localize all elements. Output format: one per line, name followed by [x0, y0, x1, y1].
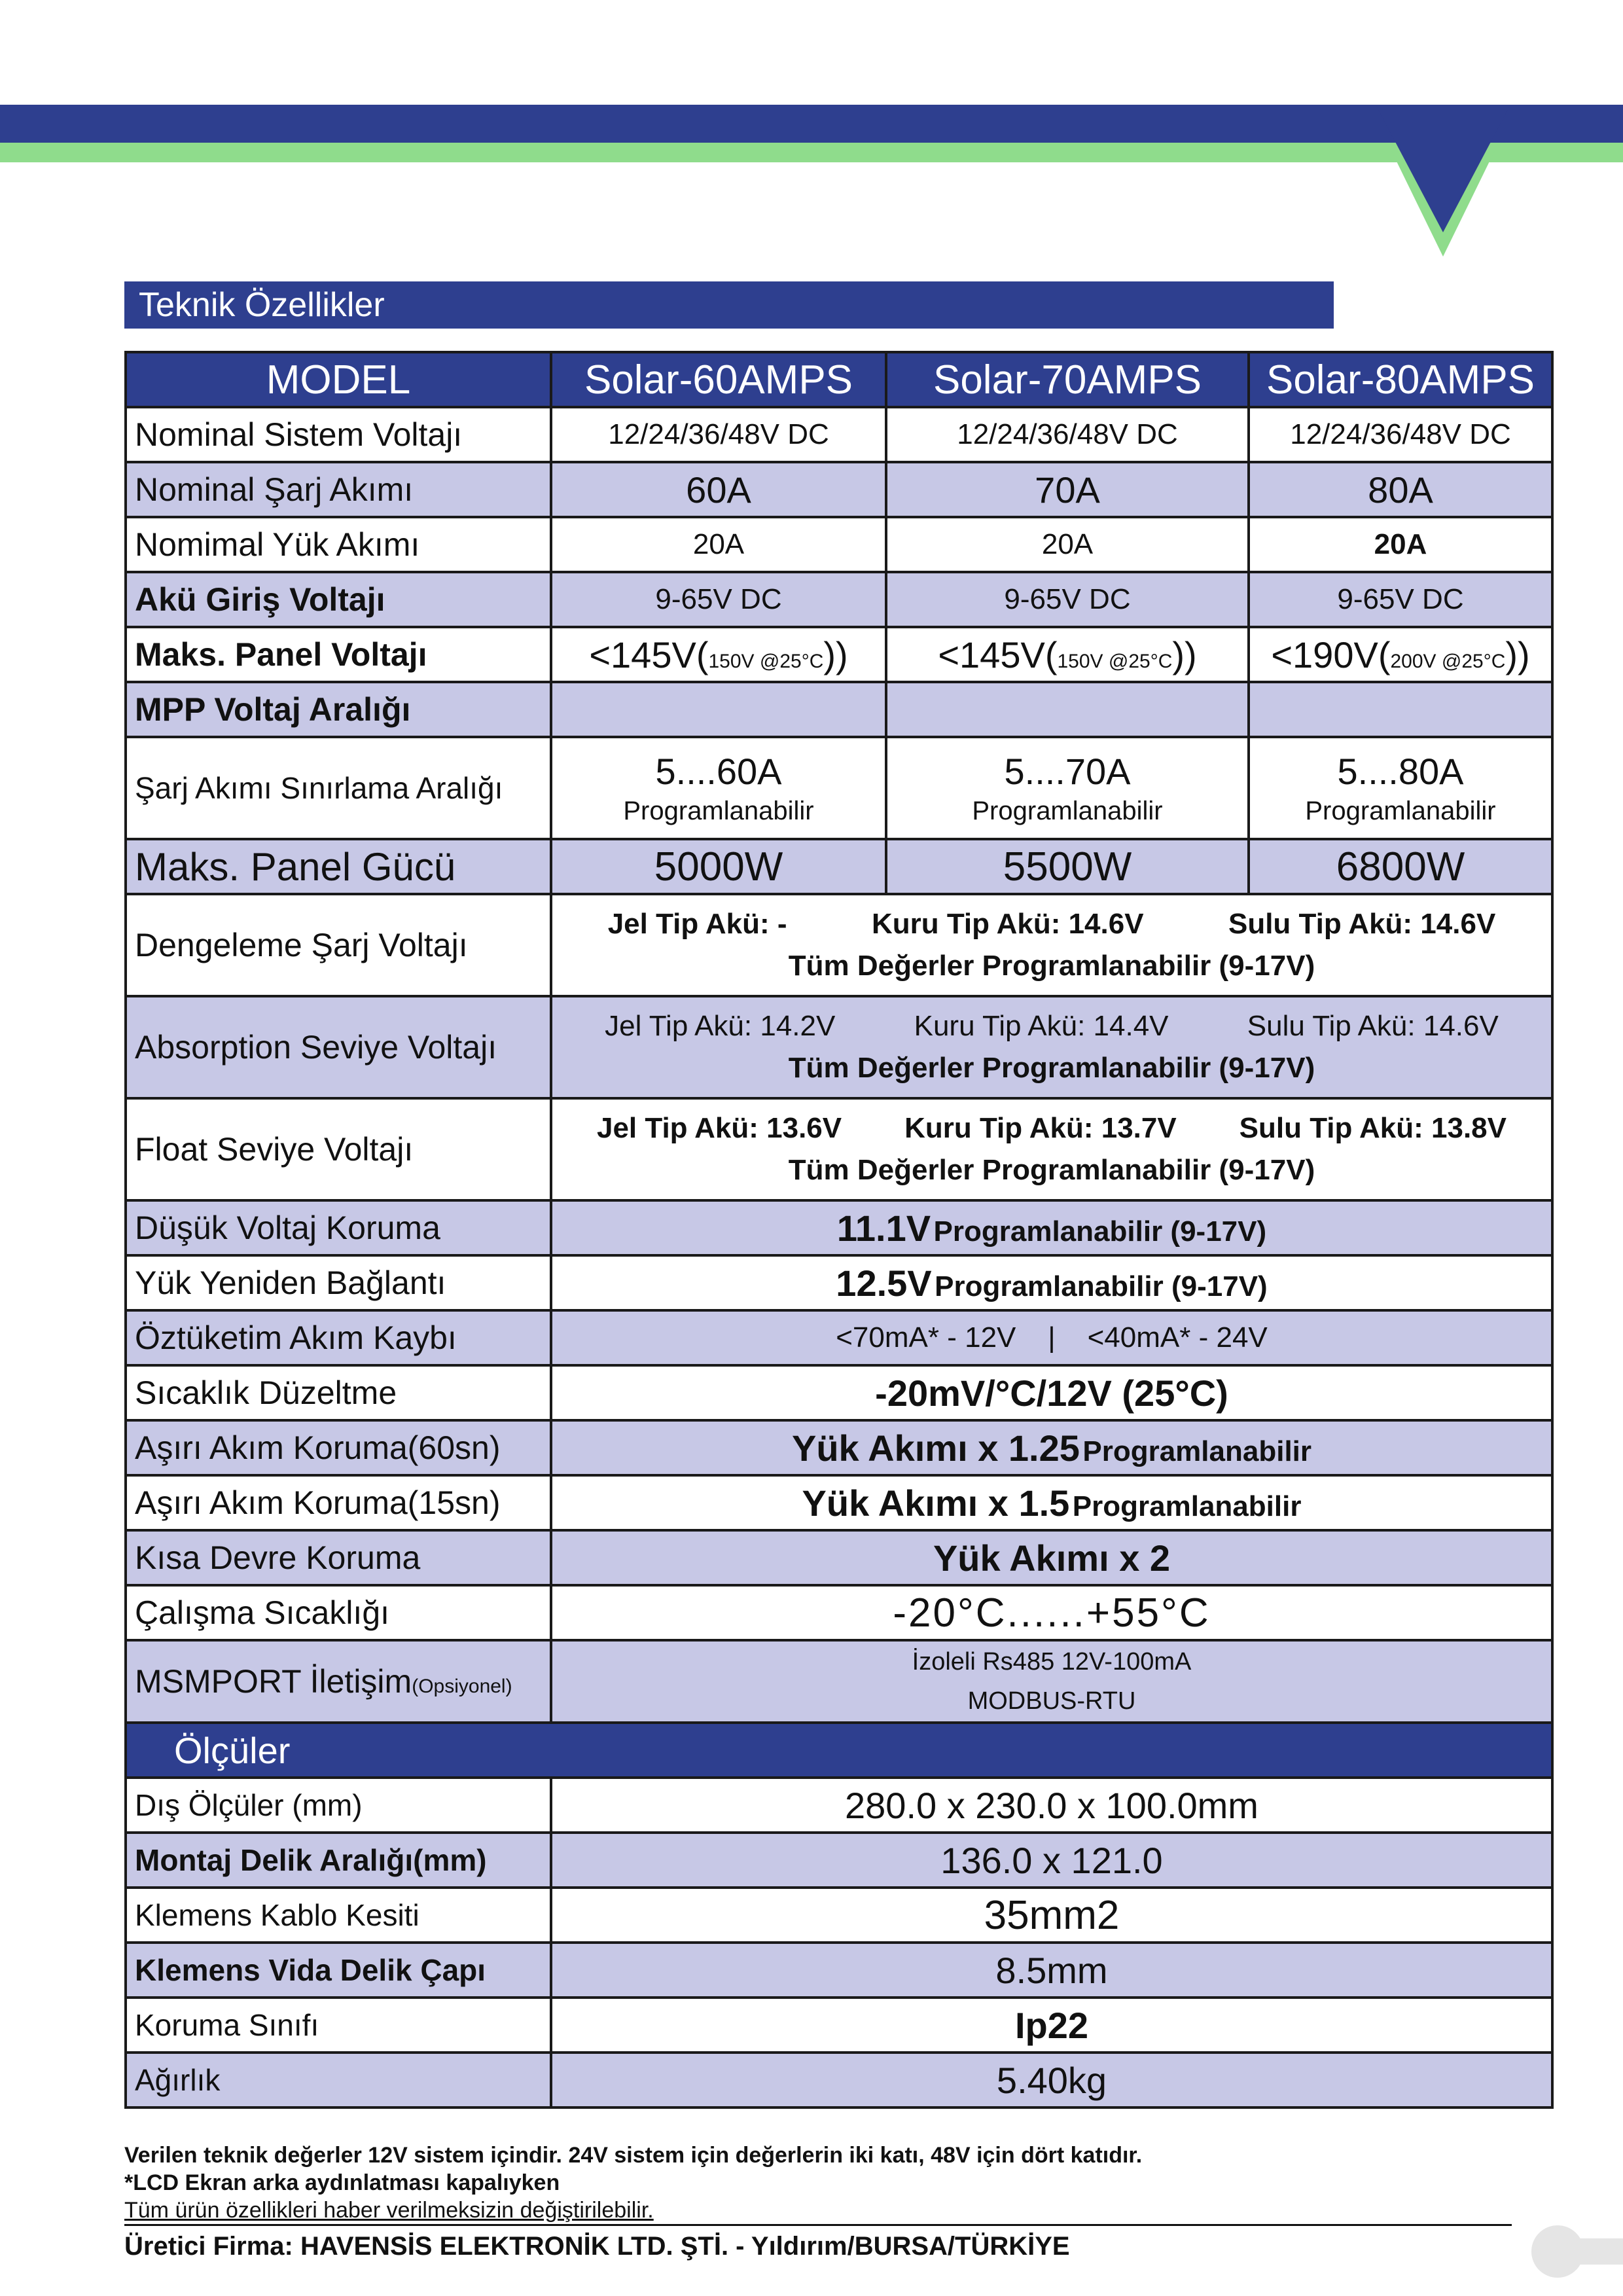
cell-value: 9-65V DC [551, 572, 886, 627]
row-label: Dış Ölçüler (mm) [126, 1778, 551, 1833]
cell-value: Yük Akımı x 2 [551, 1530, 1552, 1585]
manufacturer-line: Üretici Firma: HAVENSİS ELEKTRONİK LTD. ŞTİ. - Yıldırım/BURSA/TÜRKİYE [124, 2232, 1070, 2261]
cell-value: <70mA* - 12V | <40mA* - 24V [551, 1310, 1552, 1365]
cell-value: 12/24/36/48V DC [1249, 407, 1552, 462]
table-row [126, 517, 1552, 572]
row-label: Akü Giriş Voltajı [126, 572, 551, 627]
table-row [126, 1420, 1552, 1475]
table-row [126, 682, 1552, 737]
cell-value: İzoleli Rs485 12V-100mA MODBUS-RTU [551, 1640, 1552, 1723]
row-label: Koruma Sınıfı [126, 1998, 551, 2053]
table-row [126, 1098, 1552, 1200]
row-label: Nomimal Yük Akımı [126, 517, 551, 572]
table-row [126, 1833, 1552, 1888]
table-row [126, 1778, 1552, 1833]
table-row [126, 1365, 1552, 1420]
table-row [126, 462, 1552, 517]
model-70-header: Solar-70AMPS [886, 352, 1249, 407]
row-label: Dengeleme Şarj Voltajı [126, 894, 551, 996]
table-row [126, 1255, 1552, 1310]
row-label: Absorption Seviye Voltajı [126, 996, 551, 1098]
row-label: Aşırı Akım Koruma(60sn) [126, 1420, 551, 1475]
cell-value: 8.5mm [551, 1943, 1552, 1998]
table-row [126, 407, 1552, 462]
row-label: Ağırlık [126, 2053, 551, 2108]
table-row [126, 627, 1552, 682]
cell-value: Yük Akımı x 1.25 Programlanabilir [551, 1420, 1552, 1475]
cell-value: Jel Tip Akü: - Kuru Tip Akü: 14.6V Sulu Tip Akü: 14.6V Tüm Değerler Programlanabilir (9-17V) [551, 894, 1552, 996]
cell-value: Yük Akımı x 1.5 Programlanabilir [551, 1475, 1552, 1530]
cell-value: 60A [551, 462, 886, 517]
table-row [126, 839, 1552, 894]
cell-value: <145V(150V @25°C)) [551, 627, 886, 682]
cell-value: 5....70A Programlanabilir [886, 737, 1249, 839]
cell-value: -20mV/°C/12V (25°C) [551, 1365, 1552, 1420]
row-label: Düşük Voltaj Koruma [126, 1200, 551, 1255]
cell-value: 9-65V DC [886, 572, 1249, 627]
table-row [126, 1530, 1552, 1585]
row-label: Öztüketim Akım Kaybı [126, 1310, 551, 1365]
cell-value: 12/24/36/48V DC [886, 407, 1249, 462]
row-label: MPP Voltaj Aralığı [126, 682, 551, 737]
footnotes [124, 2142, 1142, 2224]
table-header-row [126, 352, 1552, 407]
row-label: Sıcaklık Düzeltme [126, 1365, 551, 1420]
cell-value: 70A [886, 462, 1249, 517]
cell-value: 5000W [551, 839, 886, 894]
cell-value [886, 682, 1249, 737]
olculer-header-row [126, 1723, 1552, 1778]
footnote: *LCD Ekran arka aydınlatması kapalıyken [124, 2170, 560, 2195]
table-row [126, 1200, 1552, 1255]
table-row [126, 894, 1552, 996]
cell-value: 35mm2 [551, 1888, 1552, 1943]
table-row [126, 1943, 1552, 1998]
table-row [126, 996, 1552, 1098]
cell-value: <190V(200V @25°C)) [1249, 627, 1552, 682]
header-chevron-icon [1374, 98, 1512, 262]
spec-table [124, 351, 1554, 2109]
model-header: MODEL [126, 352, 551, 407]
cell-value: 280.0 x 230.0 x 100.0mm [551, 1778, 1552, 1833]
cell-value: Jel Tip Akü: 13.6V Kuru Tip Akü: 13.7V Sulu Tip Akü: 13.8V Tüm Değerler Programlanabilir (9-17V) [551, 1098, 1552, 1200]
table-row [126, 1888, 1552, 1943]
table-row [126, 1310, 1552, 1365]
cell-value: Jel Tip Akü: 14.2V Kuru Tip Akü: 14.4V Sulu Tip Akü: 14.6V Tüm Değerler Programlanabilir (9-17V) [551, 996, 1552, 1098]
table-row [126, 1640, 1552, 1723]
row-label: Maks. Panel Gücü [126, 839, 551, 894]
table-row [126, 1998, 1552, 2053]
row-label: Float Seviye Voltajı [126, 1098, 551, 1200]
table-row [126, 1475, 1552, 1530]
footer-rule [124, 2224, 1512, 2226]
cell-value: 6800W [1249, 839, 1552, 894]
row-label: Yük Yeniden Bağlantı [126, 1255, 551, 1310]
cell-value: 9-65V DC [1249, 572, 1552, 627]
cell-value: 5500W [886, 839, 1249, 894]
cell-value: 5.40kg [551, 2053, 1552, 2108]
table-row [126, 2053, 1552, 2108]
cell-value: 5....80A Programlanabilir [1249, 737, 1552, 839]
cell-value [1249, 682, 1552, 737]
cell-value: Ip22 [551, 1998, 1552, 2053]
page-tab-stub [1564, 2238, 1623, 2265]
cell-value: 20A [886, 517, 1249, 572]
cell-value: 11.1V Programlanabilir (9-17V) [551, 1200, 1552, 1255]
row-label: Maks. Panel Voltajı [126, 627, 551, 682]
cell-value: 12.5V Programlanabilir (9-17V) [551, 1255, 1552, 1310]
row-label: Şarj Akımı Sınırlama Aralığı [126, 737, 551, 839]
section-title: Teknik Özellikler [124, 281, 1334, 329]
row-label: Klemens Kablo Kesiti [126, 1888, 551, 1943]
cell-value: 80A [1249, 462, 1552, 517]
row-label: MSMPORT İletişim(Opsiyonel) [126, 1640, 551, 1723]
cell-value: <145V(150V @25°C)) [886, 627, 1249, 682]
row-label: Çalışma Sıcaklığı [126, 1585, 551, 1640]
model-60-header: Solar-60AMPS [551, 352, 886, 407]
row-label: Kısa Devre Koruma [126, 1530, 551, 1585]
row-label: Nominal Sistem Voltajı [126, 407, 551, 462]
cell-value: 20A [1249, 517, 1552, 572]
cell-value: 136.0 x 121.0 [551, 1833, 1552, 1888]
row-label: Montaj Delik Aralığı(mm) [126, 1833, 551, 1888]
table-row [126, 1585, 1552, 1640]
cell-value: 12/24/36/48V DC [551, 407, 886, 462]
row-label: Nominal Şarj Akımı [126, 462, 551, 517]
cell-value [551, 682, 886, 737]
table-row [126, 737, 1552, 839]
row-label: Aşırı Akım Koruma(15sn) [126, 1475, 551, 1530]
row-label: Klemens Vida Delik Çapı [126, 1943, 551, 1998]
footnote: Verilen teknik değerler 12V sistem içindir. 24V sistem için değerlerin iki katı, 48V için dört katıdır. [124, 2143, 1143, 2168]
cell-value: 20A [551, 517, 886, 572]
model-80-header: Solar-80AMPS [1249, 352, 1552, 407]
cell-value: -20°C......+55°C [551, 1585, 1552, 1640]
table-row [126, 572, 1552, 627]
cell-value: 5....60A Programlanabilir [551, 737, 886, 839]
footnote: Tüm ürün özellikleri haber verilmeksizin değiştirilebilir. [124, 2198, 654, 2223]
olculer-title: Ölçüler [126, 1723, 1552, 1778]
